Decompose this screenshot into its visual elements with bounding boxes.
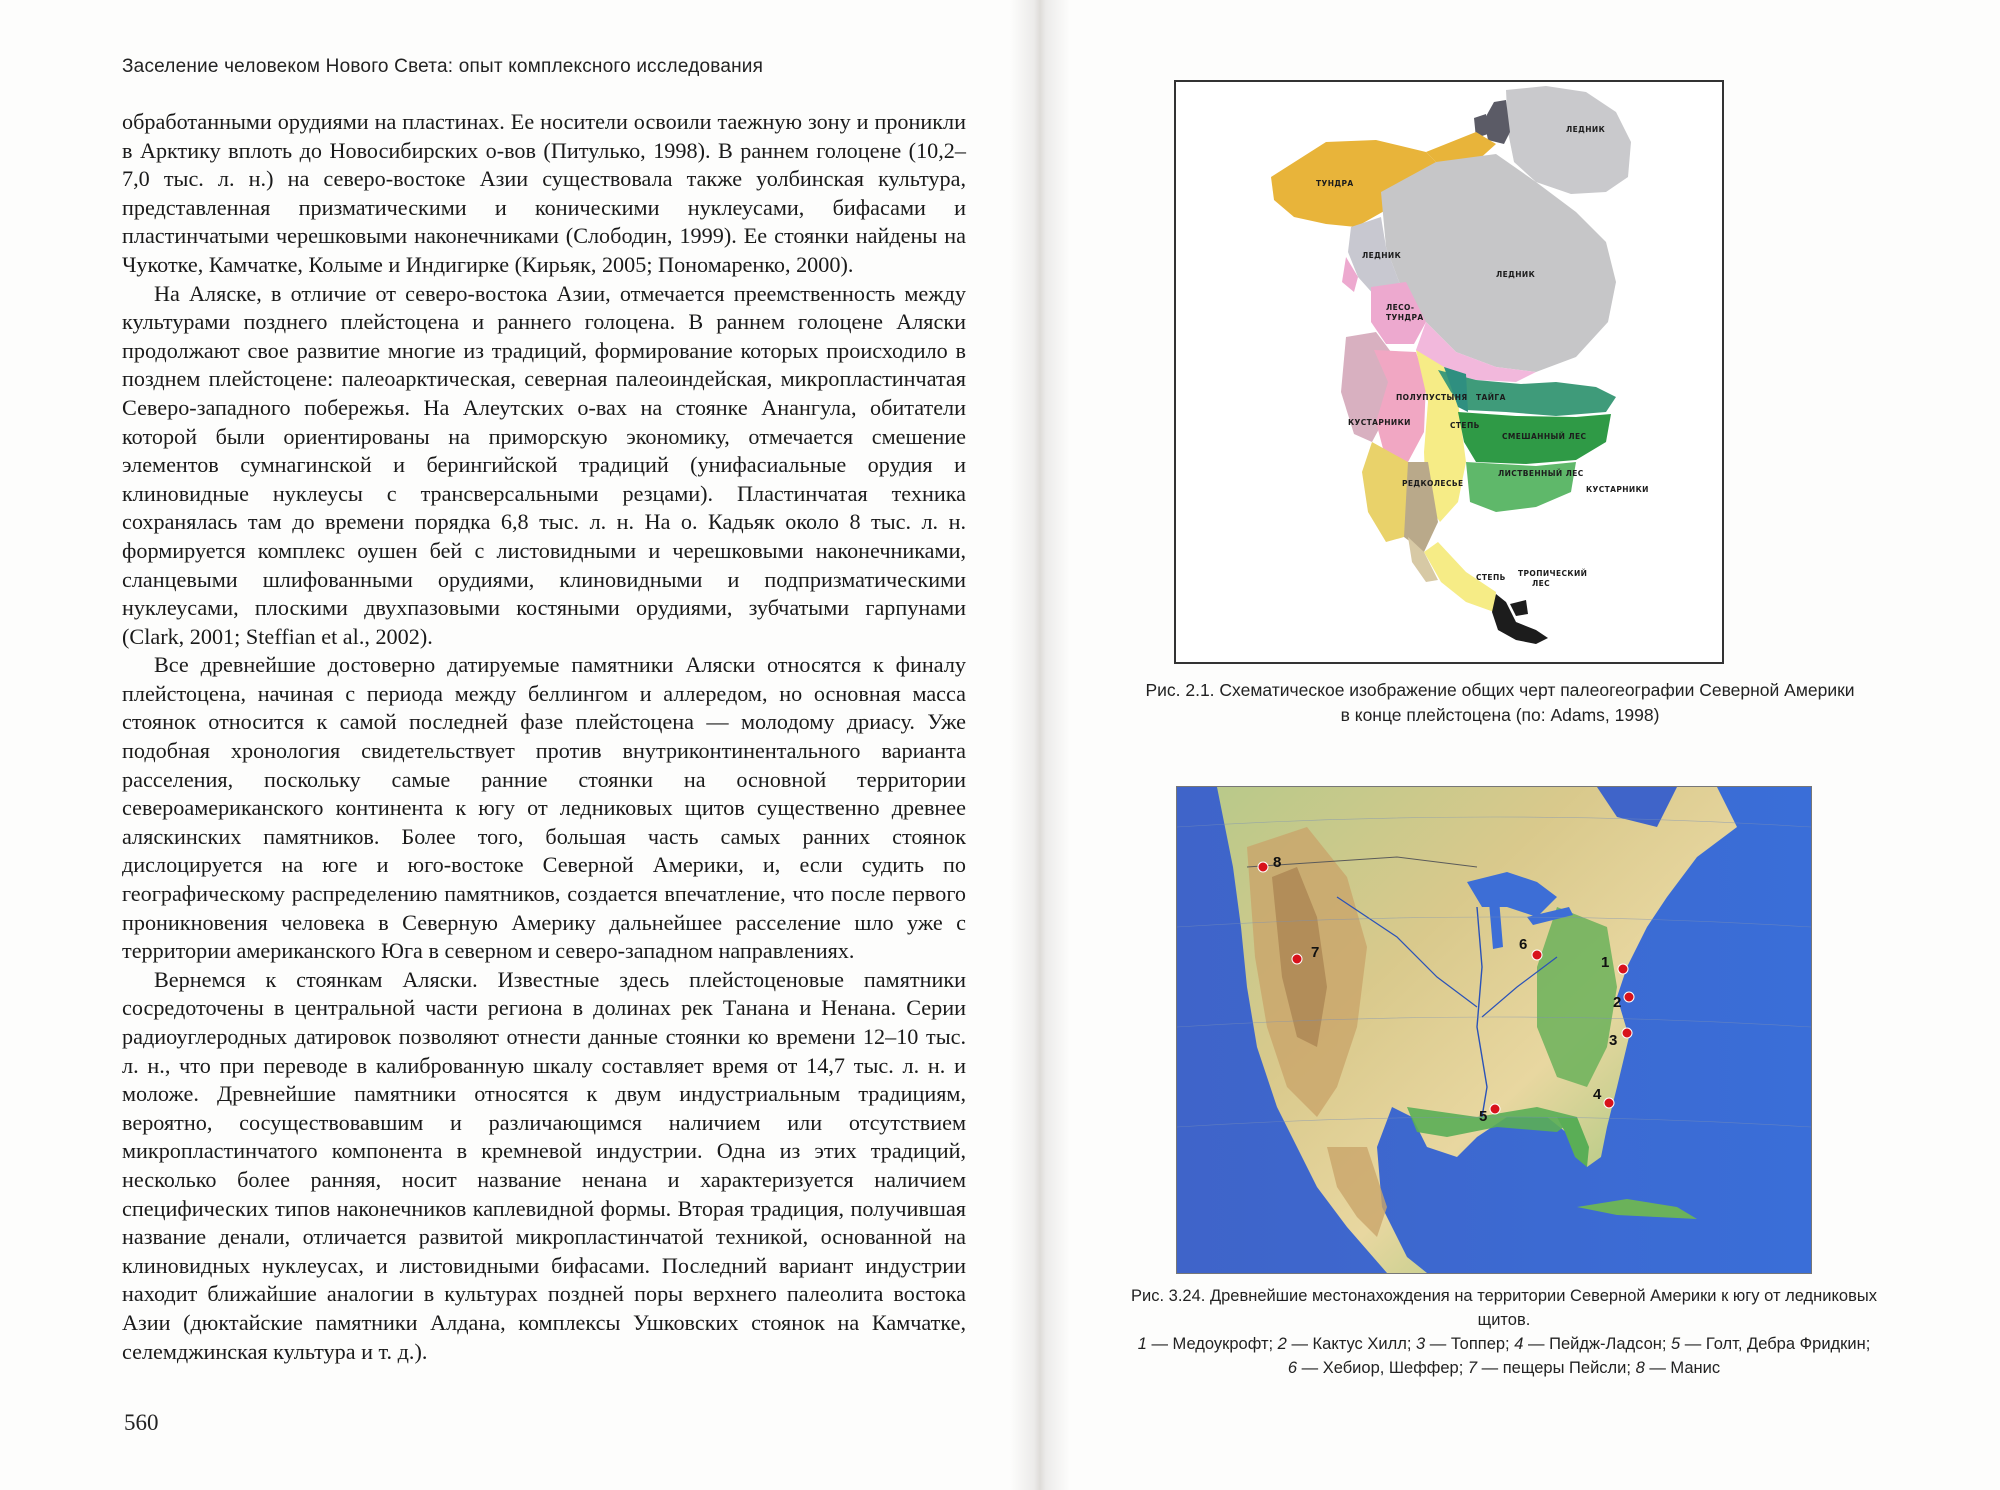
label-listvenny: ЛИСТВЕННЫЙ ЛЕС xyxy=(1498,469,1584,478)
figure-caption-2-1 xyxy=(1140,678,1860,728)
body-text xyxy=(122,108,966,1366)
tropical-forest-yucatan xyxy=(1510,600,1528,616)
site-label: 1 xyxy=(1601,954,1610,971)
site-label: 7 xyxy=(1311,944,1320,961)
paleogeography-map xyxy=(1176,82,1722,662)
label-tundra2: ТУНДРА xyxy=(1386,313,1424,322)
label-lednik-w: ЛЕДНИК xyxy=(1362,251,1402,260)
caption-number: 7 xyxy=(1467,1359,1478,1377)
site-dot xyxy=(1624,992,1634,1002)
caption-number: 2 xyxy=(1277,1335,1287,1353)
paleogeography-map-figure xyxy=(1174,80,1724,664)
caption-number: 6 xyxy=(1287,1359,1298,1377)
label-polupustynya: ПОЛУПУСТЫНЯ xyxy=(1396,393,1468,402)
site-label: 8 xyxy=(1273,854,1282,871)
book-gutter xyxy=(1010,0,1070,1490)
caption-number: 1 xyxy=(1137,1335,1147,1353)
caption-text: — пещеры Пейсли; xyxy=(1477,1359,1636,1377)
site-label: 5 xyxy=(1479,1108,1488,1125)
caption-line xyxy=(1104,1356,1904,1380)
label-lednik-c: ЛЕДНИК xyxy=(1496,270,1536,279)
caption-text: — Хебиор, Шеффер; xyxy=(1297,1359,1468,1377)
label-step: СТЕПЬ xyxy=(1450,421,1480,430)
label-lednik-n: ЛЕДНИК xyxy=(1566,125,1606,134)
site-dot xyxy=(1490,1104,1500,1114)
caption-number: 4 xyxy=(1514,1335,1524,1353)
running-head: Заселение человеком Нового Света: опыт комплексного исследования xyxy=(122,56,764,77)
site-dot xyxy=(1532,950,1542,960)
label-tundra: ТУНДРА xyxy=(1316,179,1354,188)
label-step-s: СТЕПЬ xyxy=(1476,573,1506,582)
caption-text: — Голт, Дебра Фридкин; xyxy=(1680,1335,1871,1353)
site-dot xyxy=(1292,954,1302,964)
site-dot xyxy=(1258,862,1268,872)
label-smeshanny: СМЕШАННЫЙ ЛЕС xyxy=(1502,432,1587,441)
semi-desert-region xyxy=(1374,350,1426,462)
site-label: 4 xyxy=(1593,1086,1602,1103)
figure-caption-3-24 xyxy=(1104,1284,1904,1380)
caption-text: — Манис xyxy=(1644,1359,1721,1377)
caption-text: — Кактус Хилл; xyxy=(1286,1335,1417,1353)
caption-text: — Пейдж-Ладсон; xyxy=(1523,1335,1672,1353)
caption-line: Рис. 2.1. Схематическое изображение общих черт палеогеографии Северной Америки xyxy=(1145,680,1855,700)
paragraph: Вернемся к стоянкам Аляски. Известные здесь плейстоценовые памятники сосредоточены в центральной части региона в долинах рек Танана и Ненана. Серии радиоуглеродных датировок позволяют отнести данные стоянки ко времени 12–10 тыс. л. н., что при переводе в калиброванную шкалу составляет время от 14,7 тыс. л. н. и моложе. Древнейшие памятники относятся к двум индустриальным традициям, вероятно, сосуществовавшим и различающимся наличием или отсутствием микропластинчатого компонента в кремневой индустрии. Одна из этих традиций, несколько более ранняя, носит название ненана и характеризуется наличием специфических типов наконечников каплевидной формы. Вторая традиция, получившая название денали, отличается развитой микропластинчатой техникой, основанной на клиновидных нуклеусах, и листовидными бифасами. Последний вариант индустрии находит ближайшие аналогии в культурах поздней поры верхнего палеолита востока Азии (дюктайские памятники Алдана, комплексы Ушковских стоянок на Камчатке, селемджинская культура и т. д.). xyxy=(122,966,966,1364)
site-dot xyxy=(1622,1028,1632,1038)
caption-line: Рис. 3.24. Древнейшие местонахождения на территории Северной Америки к югу от ледниковых щитов. xyxy=(1131,1287,1877,1329)
paragraph: обработанными орудиями на пластинах. Ее носители освоили таежную зону и проникли в Арктику вплоть до Новосибирских о-вов (Питулько, 1998). В раннем голоцене (10,2–7,0 тыс. л. н.) на северо-востоке Азии существовала также уолбинская культура, представленная призматическими и коническими нуклеусами, бифасами и пластинчатыми черешковыми наконечниками (Слободин, 1999). Ее стоянки найдены на Чукотке, Камчатке, Колыме и Индигирке (Кирьяк, 2005; Пономаренко, 2000). xyxy=(122,109,966,277)
caption-line: в конце плейстоцена (по: Adams, 1998) xyxy=(1340,705,1660,725)
caption-text: — Медоукрофт; xyxy=(1146,1335,1278,1353)
label-kustarniki-e: КУСТАРНИКИ xyxy=(1586,485,1649,494)
caption-line xyxy=(1104,1332,1904,1356)
relief-map xyxy=(1177,787,1811,1273)
label-leso: ЛЕСО- xyxy=(1386,303,1415,312)
site-label: 3 xyxy=(1609,1032,1618,1049)
arctic-islands xyxy=(1484,100,1510,144)
page-number: 560 xyxy=(124,1410,159,1435)
paragraph: Все древнейшие достоверно датируемые памятники Аляски относятся к финалу плейстоцена, начиная с периода между беллингом и аллередом, но основная масса стоянок относится к самой последней фазе плейстоцена — молодому дриасу. Уже подобная хронология свидетельствует против внутриконтинентального варианта расселения, поскольку самые ранние стоянки на основной территории североамериканского континента к югу от ледниковых щитов существенно древнее аляскинских памятников. Более того, большая часть самых ранних стоянок дислоцируется на юге и юго-востоке Северной Америки, и, если судить по географическому распределению памятников, создается впечатление, что после первого проникновения человека в Северную Америку дальнейшее расселение шло уже с территории американского Юга в северном и северо-западном направлениях. xyxy=(122,652,966,964)
caption-text: — Топпер; xyxy=(1425,1335,1515,1353)
caption-number: 5 xyxy=(1671,1335,1681,1353)
label-tropich1: ТРОПИЧЕСКИЙ xyxy=(1518,569,1588,578)
site-label: 2 xyxy=(1613,994,1622,1011)
label-redkolesye: РЕДКОЛЕСЬЕ xyxy=(1402,479,1464,488)
caption-number: 3 xyxy=(1416,1335,1426,1353)
paragraph: На Аляске, в отличие от северо-востока Азии, отмечается преемственность между культурами позднего плейстоцена и раннего голоцена. В раннем голоцене Аляски продолжают свое развитие многие из традиций, формирование которых происходило в позднем плейстоцене: палеоарктическая, северная палеоиндейская, микропластинчатая Северо-западного побережья. На Алеутских о-вах на стоянке Анангула, обитатели которой были ориентированы на приморскую экономику, отмечается смешение элементов сумнагинской и берингийской традиций (унифасиальные орудия и клиновидные нуклеусы с трансверсальными резцами). Пластинчатая техника сохранялась там до времени порядка 6,8 тыс. л. н. На о. Кадьяк около 8 тыс. л. н. формируется комплекс оушен бей с листовидными и черешковыми наконечниками, сланцевыми шлифованными орудиями, клиновидными и подпризматическими нуклеусами, плоскими двухпазовыми костяными орудиями, зубчатыми гарпунами (Clark, 2001; Steffian et al., 2002). xyxy=(122,280,966,649)
site-dot xyxy=(1604,1098,1614,1108)
site-dot xyxy=(1618,964,1628,974)
label-taiga: ТАЙГА xyxy=(1476,393,1506,402)
caption-number: 8 xyxy=(1635,1359,1645,1377)
label-tropich2: ЛЕС xyxy=(1532,579,1551,588)
relief-map-figure xyxy=(1176,786,1812,1274)
label-kustarniki-w: КУСТАРНИКИ xyxy=(1348,418,1411,427)
site-label: 6 xyxy=(1519,936,1528,953)
